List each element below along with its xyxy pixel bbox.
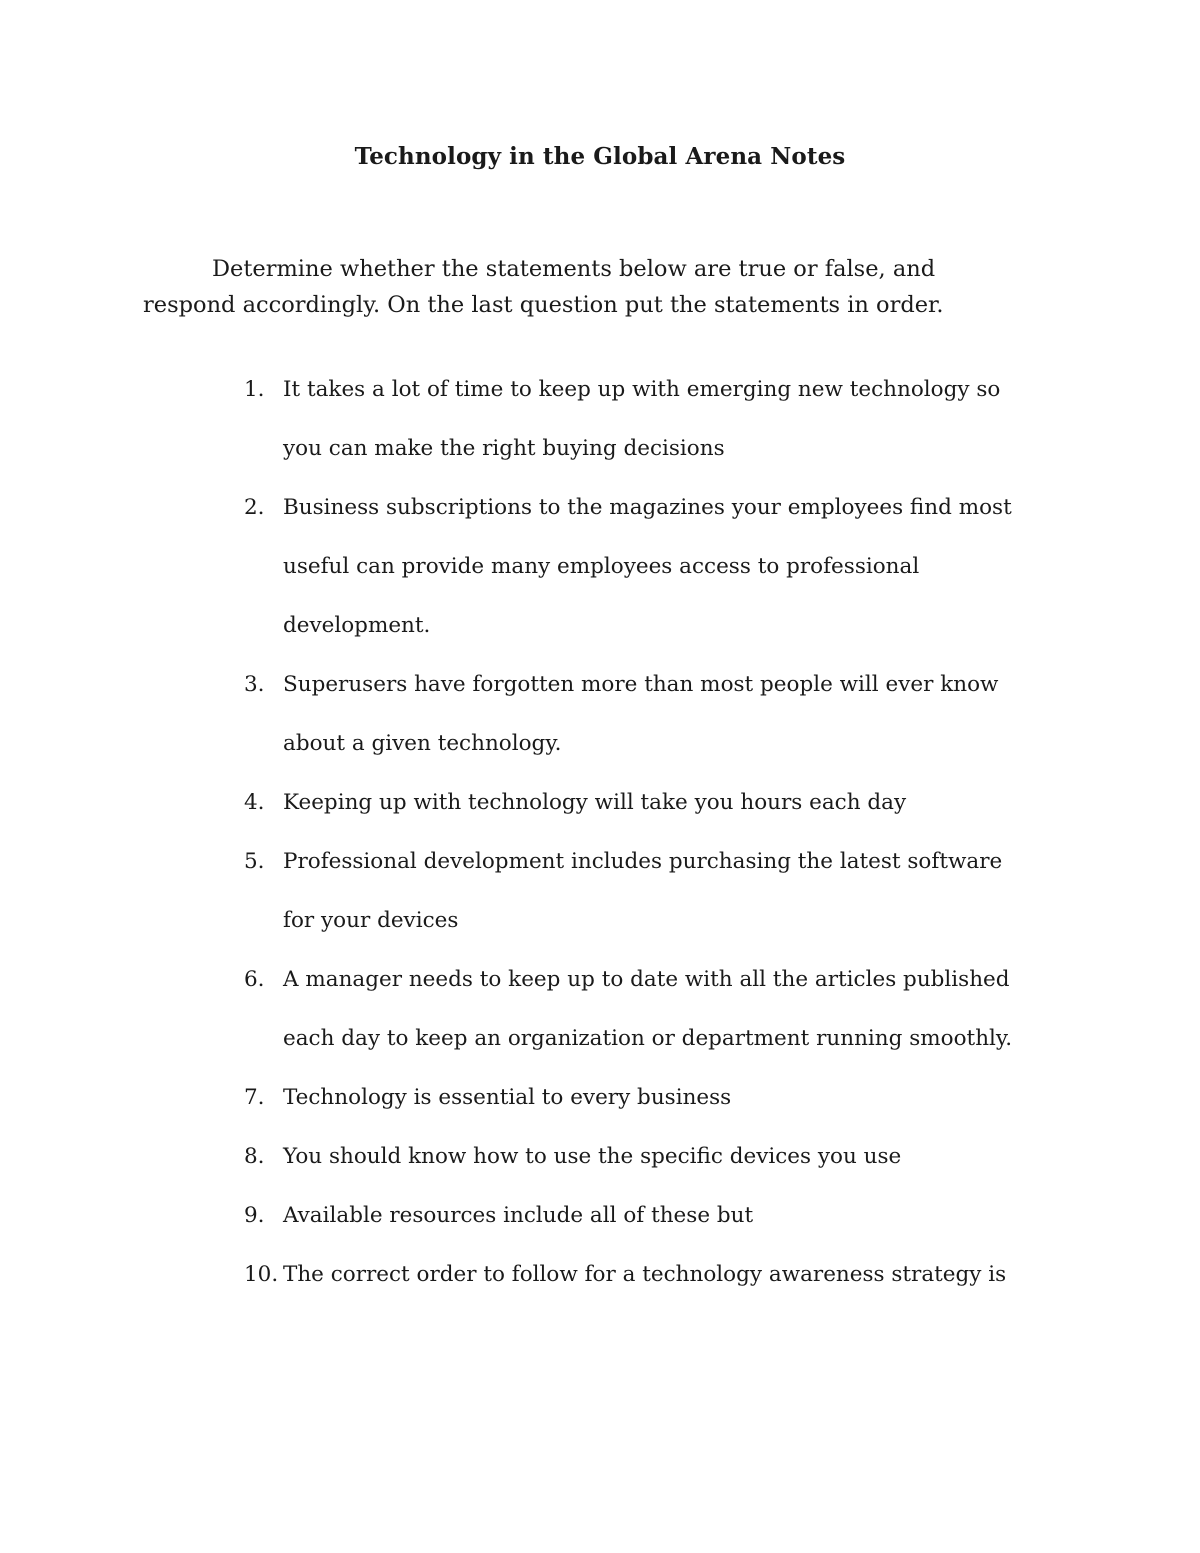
question-number: 5. <box>244 849 265 874</box>
question-text-line: Technology is essential to every business <box>283 1085 732 1110</box>
question-item <box>0 360 1200 478</box>
question-item <box>0 1245 1200 1304</box>
question-text <box>283 773 1073 832</box>
question-text-line: Business subscriptions to the magazines your employees find most <box>283 495 1012 520</box>
question-item <box>0 478 1200 655</box>
question-text-line: you can make the right buying decisions <box>283 436 725 461</box>
question-item <box>0 1068 1200 1127</box>
instructions-paragraph <box>143 251 1083 323</box>
question-text <box>283 360 1073 478</box>
question-text-line: A manager needs to keep up to date with all the articles published <box>283 967 1010 992</box>
question-text-line: It takes a lot of time to keep up with emerging new technology so <box>283 377 1001 402</box>
question-text-line: You should know how to use the specific devices you use <box>283 1144 902 1169</box>
question-text <box>283 832 1073 950</box>
question-number: 6. <box>244 967 265 992</box>
question-item <box>0 655 1200 773</box>
question-number: 4. <box>244 790 265 815</box>
question-text <box>283 1245 1073 1304</box>
question-number: 3. <box>244 672 265 697</box>
question-list <box>0 360 1200 1304</box>
question-text-line: useful can provide many employees access to professional <box>283 554 920 579</box>
question-text-line: about a given technology. <box>283 731 562 756</box>
document-title: Technology in the Global Arena Notes <box>354 143 846 170</box>
question-text <box>283 1068 1073 1127</box>
question-text <box>283 1186 1073 1245</box>
question-item <box>0 773 1200 832</box>
question-text-line: development. <box>283 613 431 638</box>
question-text-line: Professional development includes purchasing the latest software <box>283 849 1003 874</box>
instructions-line-2: respond accordingly. On the last question put the statements in order. <box>143 292 944 318</box>
question-text <box>283 655 1073 773</box>
question-number: 8. <box>244 1144 265 1169</box>
question-item <box>0 950 1200 1068</box>
question-item <box>0 832 1200 950</box>
question-text <box>283 478 1073 655</box>
question-text-line: Keeping up with technology will take you hours each day <box>283 790 907 815</box>
question-text <box>283 950 1073 1068</box>
question-number: 10. <box>244 1262 279 1287</box>
question-text-line: Available resources include all of these but <box>283 1203 754 1228</box>
question-number: 1. <box>244 377 265 402</box>
question-text-line: Superusers have forgotten more than most people will ever know <box>283 672 999 697</box>
question-item <box>0 1127 1200 1186</box>
question-item <box>0 1186 1200 1245</box>
instructions-line-1: Determine whether the statements below are true or false, and <box>212 256 936 282</box>
question-number: 9. <box>244 1203 265 1228</box>
question-text-line: for your devices <box>283 908 459 933</box>
question-text <box>283 1127 1073 1186</box>
question-number: 7. <box>244 1085 265 1110</box>
question-text-line: each day to keep an organization or department running smoothly. <box>283 1026 1013 1051</box>
question-number: 2. <box>244 495 265 520</box>
question-text-line: The correct order to follow for a technology awareness strategy is <box>283 1262 1007 1287</box>
